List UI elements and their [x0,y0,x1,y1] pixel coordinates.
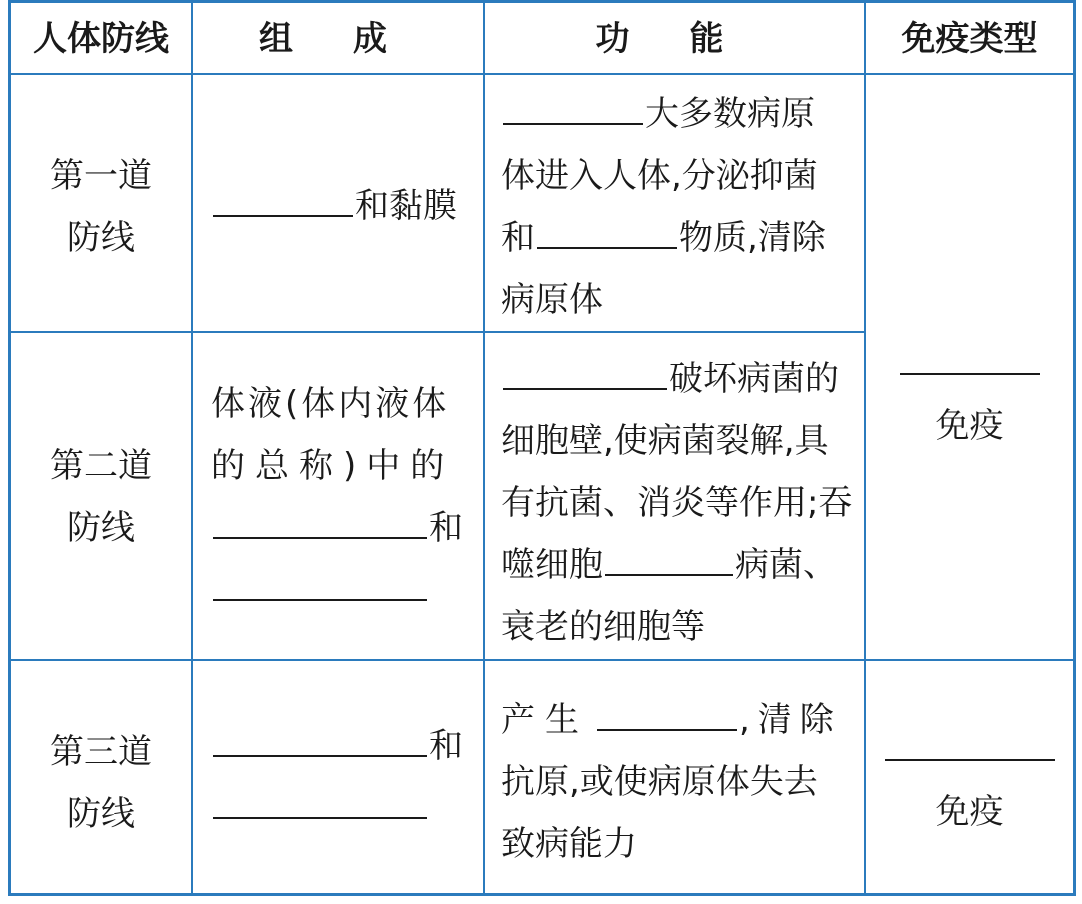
row2-composition-2: 的总称)中的 [211,446,455,486]
immunity-type-upper [866,333,1073,457]
row1-composition-suffix: 和黏膜 [355,186,457,226]
row2-divider [11,659,1073,661]
row3-line-label-b: 防线 [67,794,135,834]
row1-line-label [11,145,191,269]
row1-function-3b: 物质,清除 [679,218,826,258]
row2-function-blank2[interactable] [605,538,733,576]
col1-divider [191,3,193,893]
immunity-lower-label: 免疫 [935,792,1004,832]
immunity-type-lower [866,719,1073,843]
row2-composition [211,373,479,621]
row2-line-label [11,435,191,559]
row2-composition-blank2[interactable] [213,563,427,601]
defense-lines-table [8,0,1076,896]
row3-composition [211,715,479,839]
row1-function-blank2[interactable] [537,211,677,249]
row2-composition-blank1[interactable] [213,501,427,539]
row1-function-4: 病原体 [501,280,603,320]
row1-line-label-b: 防线 [67,218,135,258]
row3-function-2: 抗原,或使病原体失去 [501,762,818,802]
row2-function-4b: 病菌、 [735,545,837,585]
row2-function-blank1[interactable] [503,352,667,390]
row2-function-4a: 噬细胞 [501,545,603,585]
header-function: 功能 [595,19,784,59]
row3-composition-blank2[interactable] [213,781,427,819]
row3-function-3: 致病能力 [501,824,637,864]
row1-line-label-a: 第一道 [50,156,152,196]
row1-function-1: 大多数病原 [645,94,815,134]
row1-composition-blank[interactable] [213,179,353,217]
row2-function [501,348,863,658]
row1-composition [211,175,481,237]
row3-line-label [11,721,191,845]
header-defense-line: 人体防线 [33,19,169,59]
row1-function [501,83,861,331]
immunity-lower-blank[interactable] [885,723,1055,761]
row2-composition-1: 体液(体内液体 [211,384,450,424]
row3-composition-blank1[interactable] [213,719,427,757]
row1-function-3a: 和 [501,218,535,258]
row3-line-label-a: 第三道 [50,732,152,772]
col2-divider [483,3,485,893]
row1-divider [11,331,864,333]
row2-function-3: 有抗菌、消炎等作用;吞 [501,483,853,523]
row2-function-1: 破坏病菌的 [669,359,839,399]
row3-function [501,689,863,875]
immunity-upper-label: 免疫 [935,406,1004,446]
header-composition: 组成 [259,19,447,59]
row2-function-2: 细胞壁,使病菌裂解,具 [501,421,829,461]
row2-line-label-b: 防线 [67,508,135,548]
row2-function-5: 衰老的细胞等 [501,607,705,647]
row2-line-label-a: 第二道 [50,446,152,486]
row3-function-1a: 产生 [501,700,589,740]
row1-function-2: 体进入人体,分泌抑菌 [501,156,818,196]
immunity-upper-blank[interactable] [900,337,1040,375]
row3-composition-1: 和 [429,726,463,766]
header-immunity-type: 免疫类型 [901,19,1038,59]
row3-function-1b: ,清除 [739,700,842,740]
row1-function-blank1[interactable] [503,87,643,125]
row3-function-blank[interactable] [597,693,737,731]
row2-composition-3: 和 [429,508,463,548]
